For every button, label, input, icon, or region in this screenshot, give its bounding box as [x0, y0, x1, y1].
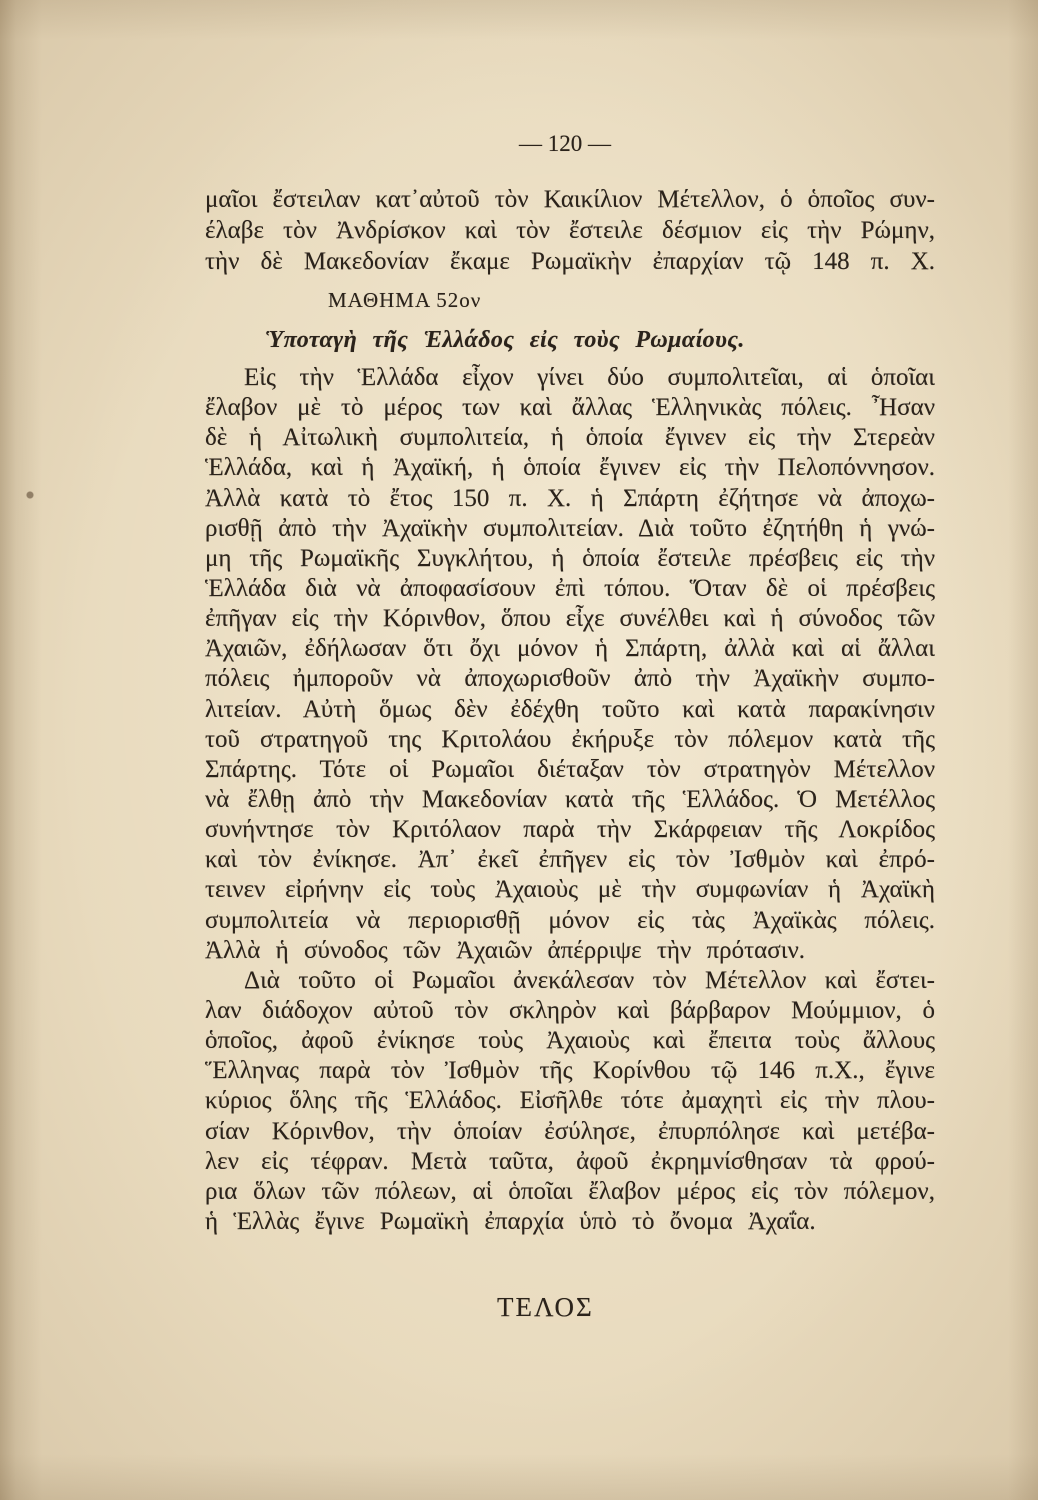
paragraph-line: ἡ Ἑλλὰς ἔγινε Ρωμαϊκὴ ἐπαρχία ὑπὸ τὸ ὄνομα Ἀχαΐα.	[205, 1207, 816, 1235]
continued-paragraph-line: τὴν δὲ Μακεδονίαν ἔκαμε Ρωμαϊκὴν ἐπαρχίαν τῷ 148 π. Χ.	[205, 248, 935, 275]
paragraph-line: κύριος ὅλης τῆς Ἑλλάδος. Εἰσῆλθε τότε ἀμαχητὶ εἰς τὴν πλου-	[205, 1087, 935, 1115]
continued-paragraph	[205, 184, 935, 277]
paragraph-line: Ἕλληνας παρὰ τὸν Ἰσθμὸν τῆς Κορίνθου τῷ 146 π.Χ., ἔγινε	[205, 1057, 935, 1085]
lesson-heading: ΜΑΘΗΜΑ 52ον	[328, 288, 482, 312]
paragraph-line: πόλεις ἠμποροῦν νὰ ἀποχωρισθοῦν ἀπὸ τὴν Ἀχαϊκὴν συμπο-	[205, 665, 935, 693]
paragraph-line: δὲ ἡ Αἰτωλικὴ συμπολιτεία, ἡ ὁποία ἔγινεν εἰς τὴν Στερεὰν	[205, 424, 935, 452]
paragraph-1	[205, 363, 935, 966]
lesson-body	[205, 363, 935, 1237]
lesson-title: Ὑποταγὴ τῆς Ἑλλάδος εἰς τοὺς Ρωμαίους.	[265, 327, 745, 353]
paragraph-line: Ἑλλάδα, καὶ ἡ Ἀχαϊκή, ἡ ὁποία ἔγινεν εἰς τὴν Πελοπόννησον.	[205, 454, 935, 482]
paragraph-line: λιτείαν. Αὐτὴ ὅμως δὲν ἐδέχθη τοῦτο καὶ κατὰ παρακίνησιν	[205, 695, 935, 723]
paragraph-line: συμπολιτεία νὰ περιορισθῇ μόνον εἰς τὰς Ἀχαϊκὰς πόλεις.	[205, 906, 935, 934]
paragraph-line: σίαν Κόρινθον, τὴν ὁποίαν ἐσύλησε, ἐπυρπόλησε καὶ μετέβα-	[205, 1117, 935, 1145]
continued-paragraph-line: έλαβε τὸν Ἀνδρίσκον καὶ τὸν ἔστειλε δέσμιον εἰς τὴν Ρώμην,	[205, 217, 935, 244]
paragraph-line: ρια ὅλων τῶν πόλεων, αἱ ὁποῖαι ἔλαβον μέρος εἰς τὸν πόλεμον,	[205, 1177, 935, 1205]
paragraph-line: ἐπῆγαν εἰς τὴν Κόρινθον, ὅπου εἶχε συνέλθει καὶ ἡ σύνοδος τῶν	[205, 605, 935, 633]
paragraph-line: Ἀχαιῶν, ἐδήλωσαν ὅτι ὄχι μόνον ἡ Σπάρτη, ἀλλὰ καὶ αἱ ἄλλαι	[205, 635, 935, 663]
paragraph-line: Ἀλλὰ ἡ σύνοδος τῶν Ἀχαιῶν ἀπέρριψε τὴν πρότασιν.	[205, 936, 806, 964]
paragraph-line: Διὰ τοῦτο οἱ Ρωμαῖοι ἀνεκάλεσαν τὸν Μέτελλον καὶ ἔστει-	[244, 966, 935, 994]
continued-paragraph-line: μαῖοι ἔστειλαν κατ᾽αὐτοῦ τὸν Καικίλιον Μέτελλον, ὁ ὁποῖος συν-	[205, 186, 935, 213]
paragraph-line: ὁποῖος, ἀφοῦ ἐνίκησε τοὺς Ἀχαιοὺς καὶ ἔπειτα τοὺς ἄλλους	[205, 1027, 935, 1055]
paragraph-line: καὶ τὸν ἐνίκησε. Ἀπ᾽ ἐκεῖ ἐπῆγεν εἰς τὸν Ἰσθμὸν καὶ ἐπρό-	[205, 846, 935, 874]
paragraph-line: νὰ ἔλθῃ ἀπὸ τὴν Μακεδονίαν κατὰ τῆς Ἑλλάδος. Ὁ Μετέλλος	[205, 785, 935, 813]
paragraph-line: λεν εἰς τέφραν. Μετὰ ταῦτα, ἀφοῦ ἐκρημνίσθησαν τὰ φρού-	[205, 1147, 935, 1175]
paragraph-2	[205, 966, 935, 1237]
paragraph-line: Ἀλλὰ κατὰ τὸ ἔτος 150 π. Χ. ἡ Σπάρτη ἐζήτησε νὰ ἀποχω-	[205, 484, 935, 512]
page-number: — 120 —	[519, 131, 611, 156]
paragraph-line: συνήντησε τὸν Κριτόλαον παρὰ τὴν Σκάρφειαν τῆς Λοκρίδος	[205, 816, 935, 844]
paragraph-line: ἔλαβον μὲ τὸ μέρος των καὶ ἄλλας Ἑλληνικὰς πόλεις. Ἦσαν	[205, 394, 935, 422]
paragraph-line: Σπάρτης. Τότε οἱ Ρωμαῖοι διέταξαν τὸν στρατηγὸν Μέτελλον	[205, 755, 935, 783]
paragraph-line: λαν διάδοχον αὐτοῦ τὸν σκληρὸν καὶ βάρβαρον Μούμμιον, ὁ	[205, 996, 935, 1024]
paragraph-line: τεινεν εἰρήνην εἰς τοὺς Ἀχαιοὺς μὲ τὴν συμφωνίαν ἡ Ἀχαϊκὴ	[205, 876, 935, 904]
paragraph-line: ρισθῇ ἀπὸ τὴν Ἀχαϊκὴν συμπολιτείαν. Διὰ τοῦτο ἐζητήθη ἡ γνώ-	[205, 514, 935, 542]
end-mark: ΤΕΛΟΣ	[497, 1292, 594, 1322]
paragraph-line: μη τῆς Ρωμαϊκῆς Συγκλήτου, ἡ ὁποία ἔστειλε πρέσβεις εἰς τὴν	[205, 544, 935, 572]
paragraph-line: Ἑλλάδα διὰ νὰ ἀποφασίσουν ἐπὶ τόπου. Ὅταν δὲ οἱ πρέσβεις	[205, 574, 935, 602]
paragraph-line: τοῦ στρατηγοῦ της Κριτολάου ἐκήρυξε τὸν πόλεμον κατὰ τῆς	[205, 725, 935, 753]
paragraph-line: Εἰς τὴν Ἑλλάδα εἶχον γίνει δύο συμπολιτεῖαι, αἱ ὁποῖαι	[244, 364, 935, 391]
